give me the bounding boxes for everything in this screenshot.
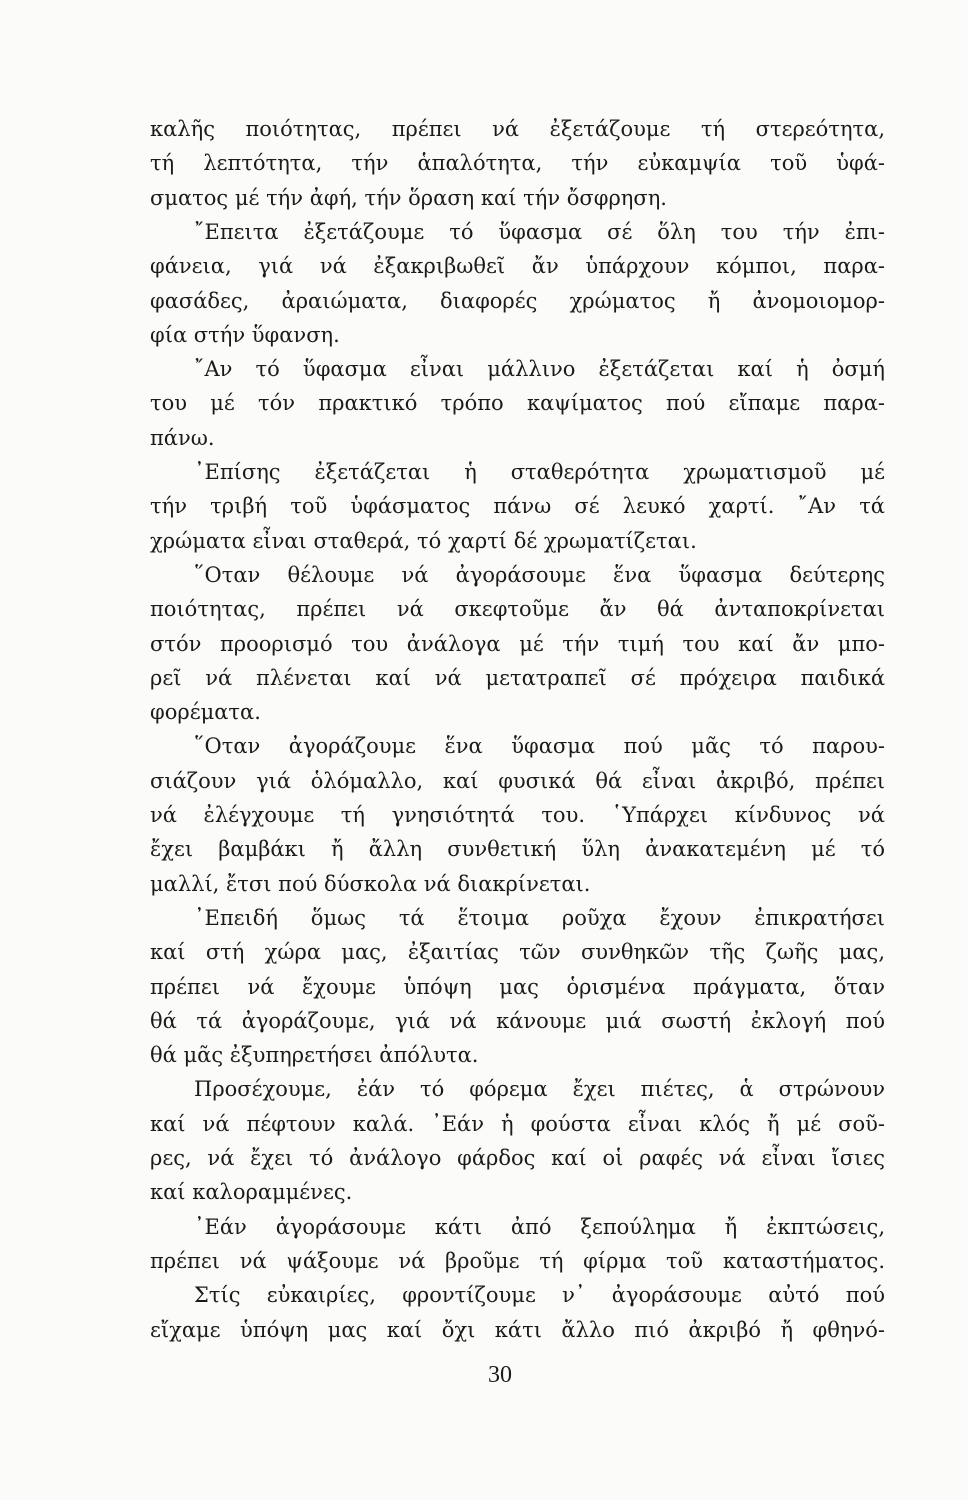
text-line: ρεῖ νά πλένεται καί νά μετατραπεῖ σέ πρόχειρα παιδικά: [150, 665, 885, 690]
text-line: σιάζουν γιά ὁλόμαλλο, καί φυσικά θά εἶναι ἀκριβό, πρέπει: [150, 768, 885, 793]
text-line: χρώματα εἶναι σταθερά, τό χαρτί δέ χρωματίζεται.: [150, 528, 697, 553]
text-line: Στίς εὐκαιρίες, φροντίζουμε ν᾿ ἀγοράσουμε αὐτό πού: [194, 1283, 885, 1308]
text-line: θά μᾶς ἐξυπηρετήσει ἀπόλυτα.: [150, 1043, 479, 1068]
text-line: φορέματα.: [150, 700, 261, 725]
text-line: ποιότητας, πρέπει νά σκεφτοῦμε ἄν θά ἀνταποκρίνεται: [150, 597, 885, 622]
text-line: Προσέχουμε, ἐάν τό φόρεμα ἔχει πιέτες, ἁ στρώνουν: [194, 1077, 885, 1102]
text-line: θά τά ἀγοράζουμε, γιά νά κάνουμε μιά σωστή ἐκλογή πού: [150, 1008, 885, 1033]
text-line: καί στή χώρα μας, ἐξαιτίας τῶν συνθηκῶν τῆς ζωῆς μας,: [150, 940, 885, 965]
text-line: καλῆς ποιότητας, πρέπει νά ἐξετάζουμε τή στερεότητα,: [150, 117, 885, 141]
text-line: ᾿Επειδή ὅμως τά ἕτοιμα ροῦχα ἔχουν ἐπικρατήσει: [194, 905, 885, 930]
text-line: πρέπει νά ἔχουμε ὑπόψη μας ὁρισμένα πράγματα, ὅταν: [150, 974, 885, 999]
text-line: σματος μέ τήν ἀφή, τήν ὅραση καί τήν ὄσφρηση.: [150, 185, 667, 210]
text-line: πρέπει νά ψάξουμε νά βροῦμε τή φίρμα τοῦ καταστήματος.: [150, 1248, 885, 1273]
text-line: ἔχει βαμβάκι ἤ ἄλλη συνθετική ὕλη ἀνακατεμένη μέ τό: [150, 837, 885, 862]
text-line: φία στήν ὕφανση.: [150, 322, 340, 347]
text-line: φασάδες, ἀραιώματα, διαφορές χρώματος ἤ ἀνομοιομορ-: [150, 288, 885, 313]
text-line: ῞Οταν ἀγοράζουμε ἕνα ὕφασμα πού μᾶς τό παρου-: [194, 734, 885, 759]
text-line: του μέ τόν πρακτικό τρόπο καψίματος πού εἴπαμε παρα-: [150, 391, 885, 416]
text-line: ᾿Επίσης ἐξετάζεται ἡ σταθερότητα χρωματισμοῦ μέ: [194, 460, 885, 484]
text-line: ρες, νά ἔχει τό ἀνάλογο φάρδος καί οἱ ραφές νά εἶναι ἴσιες: [150, 1146, 885, 1170]
text-line: ᾿Εάν ἀγοράσουμε κάτι ἀπό ξεπούλημα ἤ ἐκπτώσεις,: [194, 1214, 885, 1239]
text-line: νά ἐλέγχουμε τή γνησιότητά του. ῾Υπάρχει κίνδυνος νά: [150, 803, 885, 827]
text-line: τή λεπτότητα, τήν ἁπαλότητα, τήν εὐκαμψία τοῦ ὑφά-: [150, 151, 885, 176]
text-line: φάνεια, γιά νά ἐξακριβωθεῖ ἄν ὑπάρχουν κόμποι, παρα-: [150, 254, 885, 279]
text-line: καί καλοραμμένες.: [150, 1180, 353, 1205]
text-line: ῎Επειτα ἐξετάζουμε τό ὕφασμα σέ ὅλη του τήν ἐπι-: [194, 219, 885, 244]
text-line: μαλλί, ἔτσι πού δύσκολα νά διακρίνεται.: [150, 871, 591, 896]
text-line: τήν τριβή τοῦ ὑφάσματος πάνω σέ λευκό χαρτί. ῎Αν τά: [150, 494, 885, 519]
text-line: εἴχαμε ὑπόψη μας καί ὄχι κάτι ἄλλο πιό ἀκριβό ἤ φθηνό-: [150, 1317, 885, 1342]
text-line: στόν προορισμό του ἀνάλογα μέ τήν τιμή του καί ἄν μπο-: [150, 631, 885, 656]
page-number: 30: [488, 1362, 512, 1388]
text-line: ῎Αν τό ὕφασμα εἶναι μάλλινο ἐξετάζεται καί ἡ ὀσμή: [194, 357, 885, 382]
text-line: πάνω.: [150, 425, 215, 450]
text-line: ῞Οταν θέλουμε νά ἀγοράσουμε ἕνα ὕφασμα δεύτερης: [194, 562, 885, 587]
text-line: καί νά πέφτουν καλά. ᾿Εάν ἡ φούστα εἶναι κλός ἤ μέ σοῦ-: [150, 1111, 885, 1136]
